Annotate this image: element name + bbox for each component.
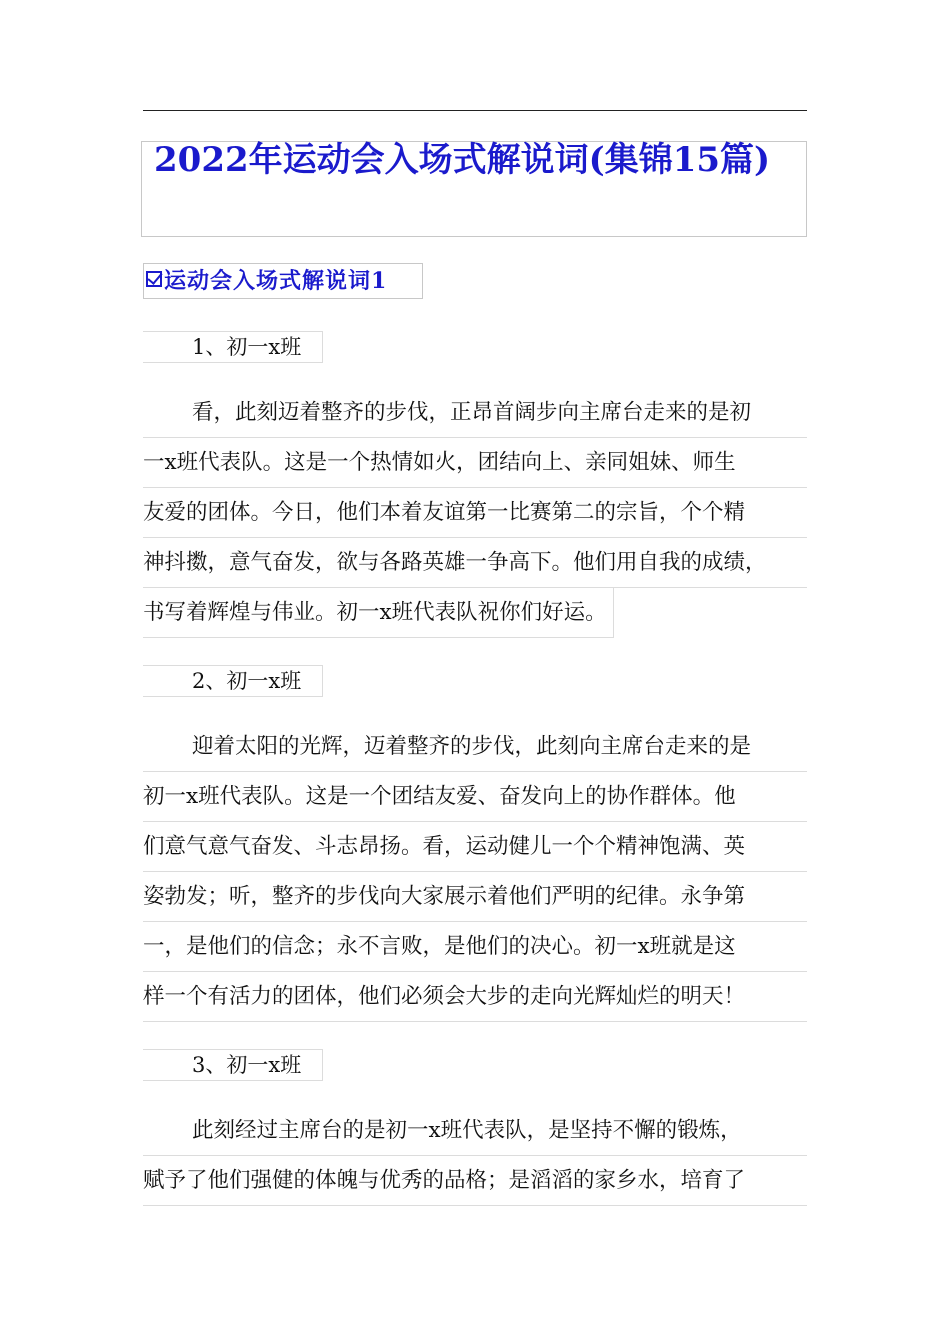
- section-heading: [146, 262, 387, 296]
- item-label-2: [143, 665, 323, 697]
- paragraph-line: 友爱的团体。今日，他们本着友谊第一比赛第二的宗旨，个个精: [143, 488, 807, 538]
- paragraph-line: 一x班代表队。这是一个热情如火，团结向上、亲同姐妹、师生: [143, 438, 807, 488]
- checkbox-icon: [146, 271, 162, 287]
- paragraph-2: [143, 722, 807, 1022]
- paragraph-line: 此刻经过主席台的是初一x班代表队，是坚持不懈的锻炼，: [143, 1106, 807, 1156]
- paragraph-line: 神抖擞，意气奋发，欲与各路英雄一争高下。他们用自我的成绩，: [143, 538, 807, 588]
- paragraph-line: 们意气意气奋发、斗志昂扬。看，运动健儿一个个精神饱满、英: [143, 822, 807, 872]
- paragraph-3: [143, 1106, 807, 1206]
- item-label-text: 2、初一x班: [192, 669, 302, 693]
- top-rule: [143, 110, 807, 111]
- section-heading-text: 运动会入场式解说词1: [164, 267, 388, 294]
- paragraph-1: [143, 388, 807, 638]
- item-label-3: [143, 1049, 323, 1081]
- paragraph-line: 看，此刻迈着整齐的步伐，正昂首阔步向主席台走来的是初: [143, 388, 807, 438]
- document-title: 2022年运动会入场式解说词(集锦15篇): [154, 140, 771, 180]
- paragraph-line: 赋予了他们强健的体魄与优秀的品格；是滔滔的家乡水，培育了: [143, 1156, 807, 1206]
- paragraph-line: 初一x班代表队。这是一个团结友爱、奋发向上的协作群体。他: [143, 772, 807, 822]
- item-label-text: 3、初一x班: [192, 1053, 302, 1077]
- item-label-text: 1、初一x班: [192, 335, 302, 359]
- paragraph-line: 姿勃发；听，整齐的步伐向大家展示着他们严明的纪律。永争第: [143, 872, 807, 922]
- item-label-1: [143, 331, 323, 363]
- paragraph-line: 书写着辉煌与伟业。初一x班代表队祝你们好运。: [143, 588, 614, 638]
- paragraph-line: 一，是他们的信念；永不言败，是他们的决心。初一x班就是这: [143, 922, 807, 972]
- paragraph-line: 迎着太阳的光辉，迈着整齐的步伐，此刻向主席台走来的是: [143, 722, 807, 772]
- paragraph-line: 样一个有活力的团体，他们必须会大步的走向光辉灿烂的明天！: [143, 972, 807, 1022]
